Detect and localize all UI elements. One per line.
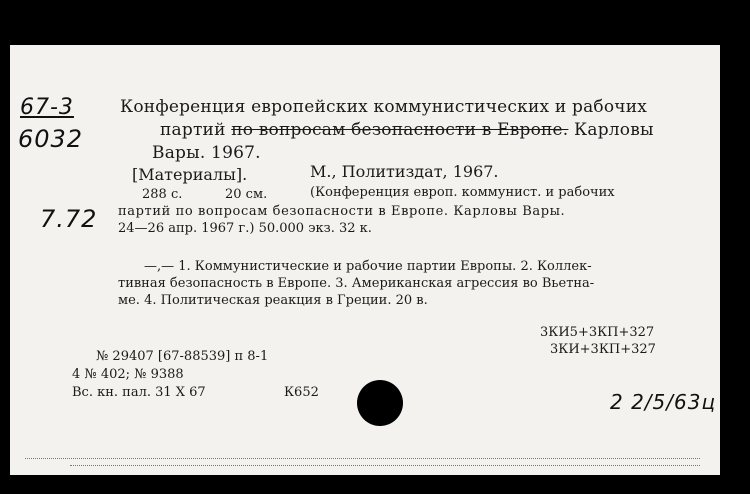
imprint: М., Политиздат, 1967. <box>310 162 499 181</box>
dotted-line <box>70 465 700 467</box>
materials-label: [Материалы]. <box>132 165 248 184</box>
handwritten-side-mark: 7.72 <box>40 205 98 233</box>
handwritten-code-top: 67-3 <box>20 95 74 120</box>
handwritten-bottom-right: 2 2/5/63ц <box>610 390 717 414</box>
registry-code: К652 <box>284 385 319 400</box>
subjects-line-1: —,— 1. Коммунистические и рабочие партии Европы. 2. Коллек- <box>144 259 592 274</box>
title-struck-text: по вопросам безопасности в Европе. <box>231 120 569 140</box>
classification-line-1: 3КИ5+3КП+327 <box>540 325 655 340</box>
title-line-1: Конференция европейских коммунистических и рабочих <box>120 97 648 117</box>
title-line-2 <box>160 120 654 140</box>
punch-hole <box>357 380 403 426</box>
title-line-3: Вары. 1967. <box>152 143 261 163</box>
title-line-2-prefix: партий <box>160 120 232 140</box>
description-line-2: партий по вопросам безопасности в Европе. Карловы Вары. <box>118 204 566 219</box>
subjects-line-2: тивная безопасность в Европе. 3. Американская агрессия во Вьетна- <box>118 276 595 291</box>
dotted-line <box>25 458 700 460</box>
classification-line-2: 3КИ+3КП+327 <box>550 342 656 357</box>
description-size: 20 см. <box>225 187 268 202</box>
description-pages: 288 с. <box>142 187 183 202</box>
catalog-card <box>10 45 720 475</box>
description-line-3: 24—26 апр. 1967 г.) 50.000 экз. 32 к. <box>118 221 372 236</box>
handwritten-code-bottom: 6032 <box>18 125 84 153</box>
description-series: (Конференция европ. коммунист. и рабочих <box>310 185 615 200</box>
registry-line-1: № 29407 [67-88539] п 8-1 <box>96 349 269 364</box>
title-line-2-suffix: Карловы <box>568 120 654 140</box>
registry-line-3: Вс. кн. пал. 31 X 67 <box>72 385 206 400</box>
registry-line-2: 4 № 402; № 9388 <box>72 367 184 382</box>
subjects-line-3: ме. 4. Политическая реакция в Греции. 20 в. <box>118 293 428 308</box>
